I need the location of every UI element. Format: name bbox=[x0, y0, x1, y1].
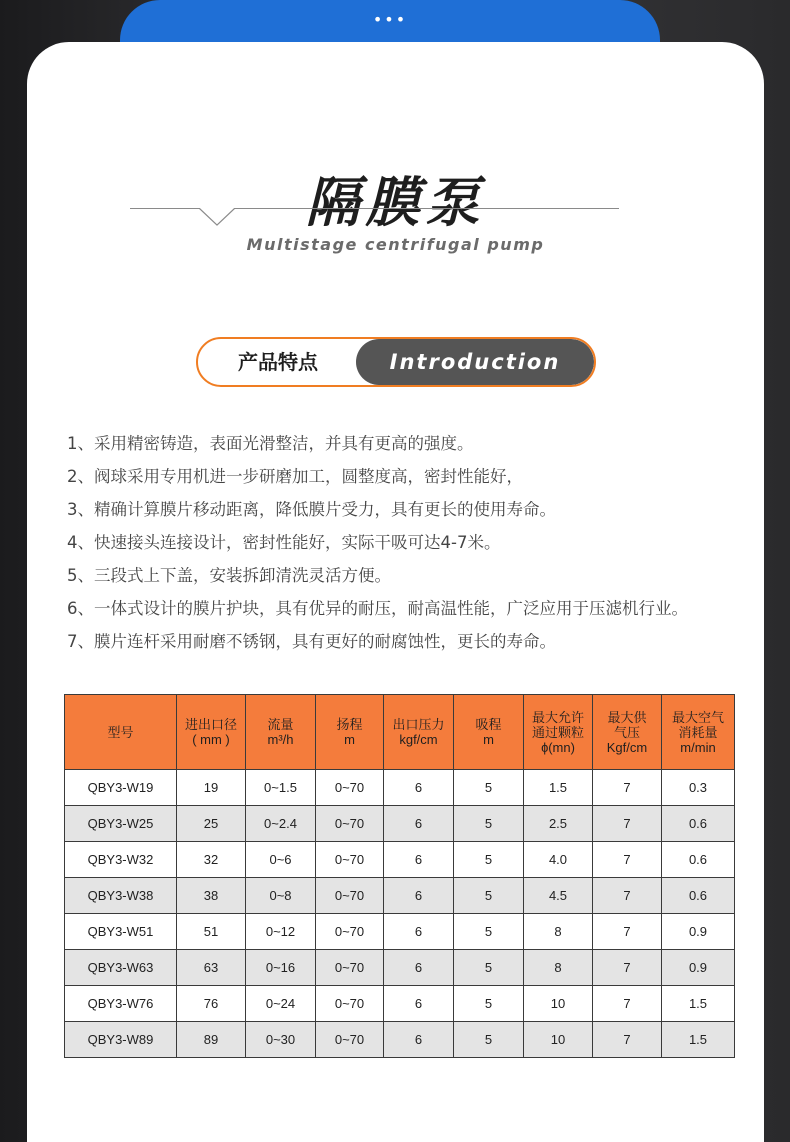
table-cell: 4.0 bbox=[524, 842, 593, 878]
feature-item: 3、精确计算膜片移动距离，降低膜片受力，具有更长的使用寿命。 bbox=[67, 500, 556, 519]
table-cell: 19 bbox=[177, 770, 246, 806]
table-cell: 8 bbox=[524, 950, 593, 986]
table-cell: 2.5 bbox=[524, 806, 593, 842]
table-cell: 8 bbox=[524, 914, 593, 950]
table-cell: 5 bbox=[454, 950, 524, 986]
header-suction: 吸程 m bbox=[454, 695, 524, 770]
header-port-diameter: 进出口径 ( mm ) bbox=[177, 695, 246, 770]
table-cell: 0~24 bbox=[246, 986, 316, 1022]
table-cell: 76 bbox=[177, 986, 246, 1022]
table-cell: 5 bbox=[454, 770, 524, 806]
table-cell: 5 bbox=[454, 842, 524, 878]
table-cell: 0~16 bbox=[246, 950, 316, 986]
header-outlet-pressure: 出口压力 kgf/cm bbox=[384, 695, 454, 770]
table-cell: 0~70 bbox=[316, 1022, 384, 1058]
table-cell: QBY3-W25 bbox=[65, 806, 177, 842]
table-cell: 0~70 bbox=[316, 914, 384, 950]
section-header-pill bbox=[196, 337, 596, 387]
table-cell: 1.5 bbox=[662, 1022, 735, 1058]
section-label-en: Introduction bbox=[356, 339, 594, 385]
table-cell: QBY3-W63 bbox=[65, 950, 177, 986]
table-row bbox=[65, 1022, 735, 1058]
table-cell: 0~70 bbox=[316, 950, 384, 986]
table-cell: 5 bbox=[454, 914, 524, 950]
table-cell: QBY3-W51 bbox=[65, 914, 177, 950]
table-cell: QBY3-W32 bbox=[65, 842, 177, 878]
table-header-row bbox=[65, 695, 735, 770]
table-cell: 10 bbox=[524, 1022, 593, 1058]
table-cell: 0~70 bbox=[316, 842, 384, 878]
header-head: 扬程 m bbox=[316, 695, 384, 770]
table-cell: 7 bbox=[593, 842, 662, 878]
table-cell: 25 bbox=[177, 806, 246, 842]
feature-list bbox=[67, 427, 688, 658]
table-cell: 0~12 bbox=[246, 914, 316, 950]
table-row bbox=[65, 842, 735, 878]
header-max-air-pressure: 最大供 气压 Kgf/cm bbox=[593, 695, 662, 770]
table-cell: 0~70 bbox=[316, 806, 384, 842]
more-dots-icon: ••• bbox=[372, 10, 408, 29]
table-cell: 0~6 bbox=[246, 842, 316, 878]
table-cell: 4.5 bbox=[524, 878, 593, 914]
table-cell: QBY3-W76 bbox=[65, 986, 177, 1022]
table-row bbox=[65, 878, 735, 914]
table-cell: 7 bbox=[593, 806, 662, 842]
header-max-particle: 最大允许 通过颗粒 ɸ(mn) bbox=[524, 695, 593, 770]
feature-item: 4、快速接头连接设计，密封性能好，实际干吸可达4-7米。 bbox=[67, 533, 501, 552]
header-max-air-consumption: 最大空气 消耗量 m/min bbox=[662, 695, 735, 770]
table-cell: 7 bbox=[593, 1022, 662, 1058]
table-cell: 7 bbox=[593, 950, 662, 986]
table-cell: 5 bbox=[454, 1022, 524, 1058]
table-cell: 0~1.5 bbox=[246, 770, 316, 806]
table-cell: QBY3-W89 bbox=[65, 1022, 177, 1058]
chevron-down-icon bbox=[199, 208, 235, 226]
table-cell: 7 bbox=[593, 914, 662, 950]
page-subtitle: Multistage centrifugal pump bbox=[246, 235, 545, 254]
table-cell: QBY3-W19 bbox=[65, 770, 177, 806]
section-label-cn: 产品特点 bbox=[238, 350, 318, 374]
table-cell: 5 bbox=[454, 986, 524, 1022]
table-cell: 10 bbox=[524, 986, 593, 1022]
table-cell: 38 bbox=[177, 878, 246, 914]
table-cell: 0~8 bbox=[246, 878, 316, 914]
table-row bbox=[65, 770, 735, 806]
table-cell: 5 bbox=[454, 878, 524, 914]
table-row bbox=[65, 806, 735, 842]
table-cell: 0~30 bbox=[246, 1022, 316, 1058]
table-cell: 1.5 bbox=[524, 770, 593, 806]
table-cell: 89 bbox=[177, 1022, 246, 1058]
table-cell: 1.5 bbox=[662, 986, 735, 1022]
page-title: 隔膜泵 bbox=[305, 171, 486, 234]
table-cell: 6 bbox=[384, 878, 454, 914]
table-cell: 6 bbox=[384, 950, 454, 986]
table-cell: 5 bbox=[454, 806, 524, 842]
table-cell: 0~70 bbox=[316, 770, 384, 806]
table-cell: 32 bbox=[177, 842, 246, 878]
table-row bbox=[65, 914, 735, 950]
table-cell: 7 bbox=[593, 770, 662, 806]
table-cell: 0~2.4 bbox=[246, 806, 316, 842]
table-cell: 0.9 bbox=[662, 914, 735, 950]
table-cell: 6 bbox=[384, 986, 454, 1022]
table-row bbox=[65, 950, 735, 986]
feature-item: 2、阀球采用专用机进一步研磨加工，圆整度高，密封性能好， bbox=[67, 467, 523, 486]
table-cell: 51 bbox=[177, 914, 246, 950]
table-cell: 0~70 bbox=[316, 986, 384, 1022]
feature-item: 5、三段式上下盖，安装拆卸清洗灵活方便。 bbox=[67, 566, 391, 585]
table-cell: 0.6 bbox=[662, 842, 735, 878]
table-cell: 0.6 bbox=[662, 806, 735, 842]
feature-item: 7、膜片连杆采用耐磨不锈钢，具有更好的耐腐蚀性，更长的寿命。 bbox=[67, 632, 556, 651]
table-cell: 7 bbox=[593, 878, 662, 914]
table-cell: 0.6 bbox=[662, 878, 735, 914]
table-cell: 7 bbox=[593, 986, 662, 1022]
header-model: 型号 bbox=[65, 695, 177, 770]
table-cell: 6 bbox=[384, 770, 454, 806]
table-cell: 6 bbox=[384, 914, 454, 950]
table-cell: 63 bbox=[177, 950, 246, 986]
table-row bbox=[65, 986, 735, 1022]
header-flow: 流量 m³/h bbox=[246, 695, 316, 770]
table-cell: 6 bbox=[384, 806, 454, 842]
table-cell: QBY3-W38 bbox=[65, 878, 177, 914]
table-body bbox=[65, 770, 735, 1058]
table-cell: 6 bbox=[384, 1022, 454, 1058]
table-cell: 0.9 bbox=[662, 950, 735, 986]
content-card bbox=[27, 42, 764, 1142]
table-cell: 0~70 bbox=[316, 878, 384, 914]
table-cell: 6 bbox=[384, 842, 454, 878]
spec-table bbox=[64, 694, 735, 1058]
feature-item: 1、采用精密铸造，表面光滑整洁，并具有更高的强度。 bbox=[67, 434, 474, 453]
table-cell: 0.3 bbox=[662, 770, 735, 806]
feature-item: 6、一体式设计的膜片护块，具有优异的耐压，耐高温性能，广泛应用于压滤机行业。 bbox=[67, 599, 688, 618]
